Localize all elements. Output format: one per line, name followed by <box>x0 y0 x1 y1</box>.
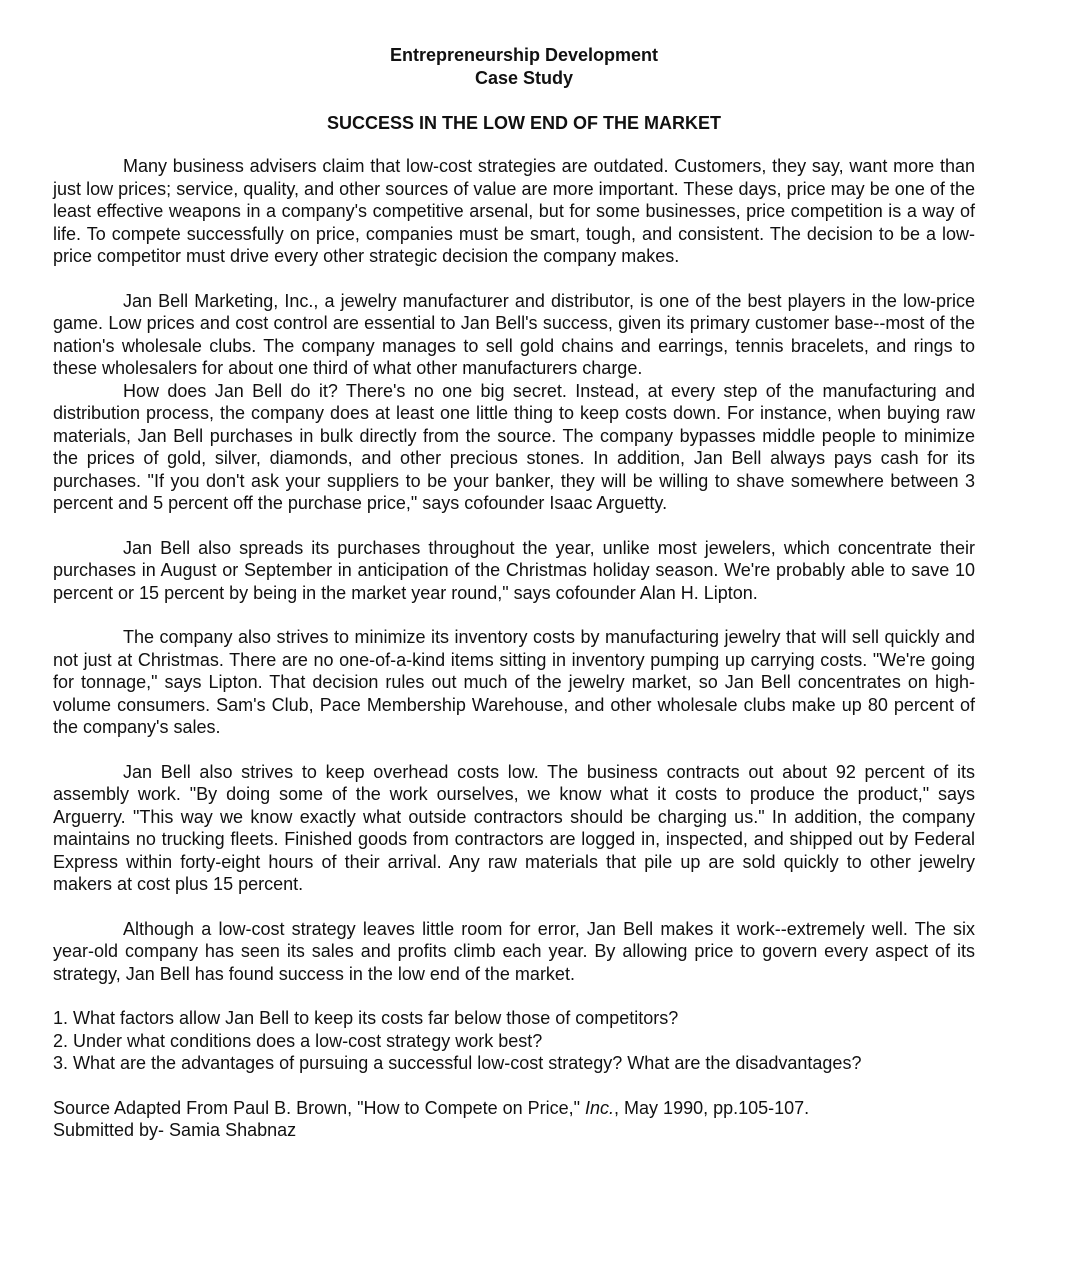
document-header <box>53 44 975 90</box>
source-line <box>53 1097 975 1120</box>
case-study-heading: SUCCESS IN THE LOW END OF THE MARKET <box>326 113 721 133</box>
paragraph-overhead: Jan Bell also strives to keep overhead costs low. The business contracts out about 92 percent of its assembly work. "By doing some of the work ourselves, we know what it costs to produce the product," says Arguerry. "This way we know exactly what outside contractors should be charging us." In addition, the company maintains no trucking fleets. Finished goods from contractors are logged in, inspected, and shipped out by Federal Express within forty-eight hours of their arrival. Any raw materials that pile up are sold quickly to other jewelry makers at cost plus 15 percent. <box>53 761 975 894</box>
document-page <box>53 44 975 1142</box>
question-item: 3. What are the advantages of pursuing a successful low-cost strategy? What are the disadvantages? <box>53 1053 862 1073</box>
discussion-questions <box>53 1007 975 1075</box>
course-title: Entrepreneurship Development <box>389 45 659 65</box>
source-prefix: Source Adapted From Paul B. Brown, "How to Compete on Price," <box>53 1097 586 1118</box>
question-item: 1. What factors allow Jan Bell to keep its costs far below those of competitors? <box>53 1008 679 1028</box>
paragraph-conclusion: Although a low-cost strategy leaves little room for error, Jan Bell makes it work--extremely well. The six year-old company has seen its sales and profits climb each year. By allowing price to govern every aspect of its strategy, Jan Bell has found success in the low end of the market. <box>53 918 975 984</box>
paragraph-inventory: The company also strives to minimize its inventory costs by manufacturing jewelry that will sell quickly and not just at Christmas. There are no one-of-a-kind items sitting in inventory pumping up carrying costs. "We're going for tonnage," says Lipton. That decision rules out much of the jewelry market, so Jan Bell concentrates on high-volume consumers. Sam's Club, Pace Membership Warehouse, and other wholesale clubs make up 80 percent of the company's sales. <box>53 627 975 737</box>
question-item: 2. Under what conditions does a low-cost strategy work best? <box>53 1030 543 1051</box>
paragraph-jan-bell-overview: Jan Bell Marketing, Inc., a jewelry manufacturer and distributor, is one of the best players in the low-price game. Low prices and cost control are essential to Jan Bell's success, given its primary customer base--most of the nation's wholesale clubs. The company manages to sell gold chains and earrings, tennis bracelets, and rings to these wholesalers for about one third of what other manufacturers charge. <box>53 290 975 378</box>
document-type: Case Study <box>474 68 574 88</box>
paragraph-purchases: Jan Bell also spreads its purchases throughout the year, unlike most jewelers, which concentrate their purchases in August or September in anticipation of the Christmas holiday season. We're probably able to save 10 percent or 15 percent by being in the market year round," says cofounder Alan H. Lipton. <box>53 537 975 603</box>
paragraph-intro: Many business advisers claim that low-cost strategies are outdated. Customers, they say, want more than just low prices; service, quality, and other sources of value are more important. These days, price may be one of the least effective weapons in a company's competitive arsenal, but for some businesses, price competition is a way of life. To compete successfully on price, companies must be smart, tough, and consistent. The decision to be a low-price competitor must drive every other strategic decision the company makes. <box>53 156 975 266</box>
source-suffix: , May 1990, pp.105-107. <box>614 1097 810 1118</box>
source-publication: Inc. <box>585 1097 615 1118</box>
submitted-by: Submitted by- Samia Shabnaz <box>53 1120 297 1140</box>
paragraph-how-jan-bell: How does Jan Bell do it? There's no one big secret. Instead, at every step of the manufacturing and distribution process, the company does at least one little thing to keep costs down. For instance, when buying raw materials, Jan Bell purchases in bulk directly from the source. The company bypasses middle people to minimize the prices of gold, silver, diamonds, and other precious stones. In addition, Jan Bell always pays cash for its purchases. "If you don't ask your suppliers to be your banker, they will be willing to shave somewhere between 3 percent and 5 percent off the purchase price," says cofounder Isaac Arguetty. <box>53 380 975 513</box>
source-citation <box>53 1097 975 1142</box>
